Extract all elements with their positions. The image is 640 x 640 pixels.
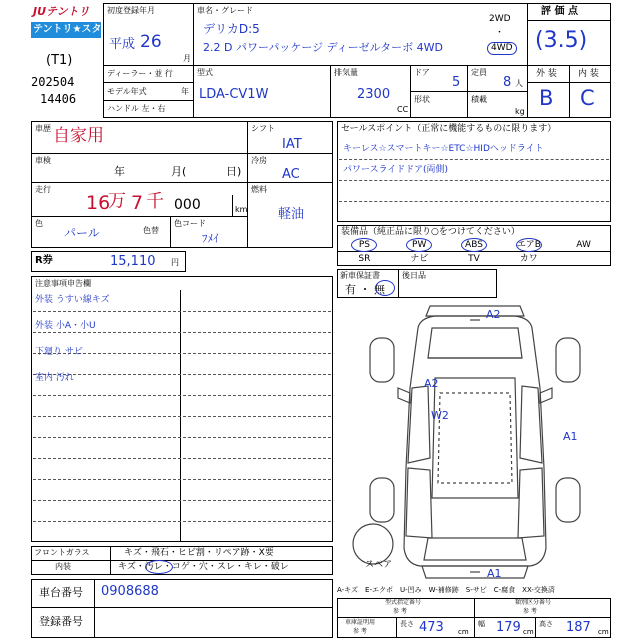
- equipment-item: エアB: [516, 240, 541, 250]
- car-name-label: 車名・グレード: [197, 6, 253, 15]
- lot-number-2: 14406: [40, 92, 77, 106]
- equipment-item: TV: [468, 254, 480, 264]
- displacement-label: 排気量: [334, 68, 358, 77]
- grade-score: (3.5): [535, 28, 588, 53]
- ac-value: AC: [282, 167, 300, 182]
- note-item: 外装 小A・小U: [35, 321, 96, 331]
- capacity-unit: 人: [515, 79, 523, 88]
- length-unit: cm: [458, 628, 469, 636]
- mileage-unit: km: [235, 205, 248, 214]
- class-ref-sub: 参 考: [523, 608, 537, 615]
- inspection-label: 車検: [35, 156, 51, 165]
- mileage-sen: 7: [131, 192, 144, 214]
- equipment-item: ナビ: [410, 254, 429, 264]
- equipment-item: ABS: [465, 240, 483, 250]
- load-unit: kg: [515, 107, 525, 116]
- drive-dot: ・: [495, 28, 505, 38]
- car-diagram: [340, 298, 610, 588]
- cert-label: 車庫証明用: [345, 619, 376, 626]
- front-glass-value: キズ・飛石・ヒビ割・リペア跡・X要: [124, 548, 274, 558]
- equipment-item: PW: [412, 240, 427, 250]
- interior-circle-mark: [145, 560, 173, 574]
- displacement-value: 2300: [357, 87, 391, 102]
- note-item: 室内 汚れ: [35, 373, 74, 383]
- notes-box: [31, 276, 333, 542]
- width-value: 179: [496, 620, 521, 635]
- interior-label: 内 装: [578, 69, 599, 79]
- car-name-value: デリカD:5: [203, 22, 260, 36]
- grade-label: 評 価 点: [541, 6, 578, 17]
- inspection-day-unit: 日): [226, 165, 242, 178]
- fuel-label: 燃料: [251, 185, 267, 194]
- handle-label: ハンドル 左・右: [107, 104, 166, 113]
- drive-4wd: 4WD: [487, 42, 517, 55]
- first-reg-label: 初度登録年月: [107, 6, 155, 15]
- damage-legend: A-キズ E-エクボ U-凹み W-補修跡 S-サビ C-腐食 XX-交換済: [337, 586, 555, 594]
- inspection-year-unit: 年: [114, 165, 125, 178]
- width-label: 幅: [478, 620, 485, 628]
- equipment-label: 装備品（純正品に限り○をつけてください）: [341, 227, 520, 237]
- mileage-man-unit: 万: [108, 191, 126, 212]
- height-value: 187: [566, 620, 591, 635]
- doors-label: ドア: [414, 68, 430, 77]
- mileage-man: 16: [86, 192, 111, 214]
- recycle-label: R券: [35, 255, 53, 266]
- dealer-label: ディーラー・並 行: [107, 69, 173, 78]
- front-glass-label: フロントガラス: [34, 548, 90, 557]
- height-unit: cm: [598, 628, 609, 636]
- height-label: 高さ: [539, 620, 553, 628]
- era-label: 平成: [109, 37, 136, 52]
- shift-value: IAT: [282, 137, 302, 152]
- selling-line1: キーレス☆スマートキー☆ETC☆HIDヘッドライト: [343, 144, 544, 154]
- type-value: LDA-CV1W: [199, 87, 269, 102]
- exterior-label: 外 装: [536, 69, 557, 79]
- displacement-unit: CC: [397, 105, 409, 114]
- recycle-box: [31, 251, 186, 272]
- interior-grade: C: [580, 86, 595, 110]
- model-year-label: モデル年式: [107, 87, 147, 96]
- color-code-label: 色コード: [174, 219, 206, 228]
- class-ref-label: 類別区分番号: [515, 599, 552, 606]
- note-item: 下廻り サビ: [35, 347, 83, 357]
- logo-line2: テントリ★スター: [31, 22, 101, 38]
- selling-line2: パワースライドドア(両側): [343, 165, 449, 175]
- color-label: 色: [35, 219, 43, 228]
- ac-label: 冷房: [251, 156, 267, 165]
- shift-label: シフト: [251, 124, 275, 133]
- color-code-value: ﾌﾒｲ: [202, 232, 219, 245]
- chassis-value: 0908688: [101, 584, 159, 599]
- load-label: 積載: [471, 95, 487, 104]
- warranty-circle-mark: [375, 280, 395, 296]
- mileage-rest: 000: [174, 197, 201, 213]
- logo: [31, 4, 112, 41]
- usage-label: 車歴: [35, 124, 51, 133]
- notes-label: 注意事項申告欄: [35, 279, 91, 288]
- car-grade-value: 2.2 D パワーパッケージ ディーゼルターボ 4WD: [203, 41, 443, 54]
- registration-label: 登録番号: [39, 615, 83, 628]
- equipment-item: AW: [576, 240, 591, 250]
- type-ref-label: 型式指定番号: [385, 599, 422, 606]
- cert-sub: 参 考: [353, 628, 367, 635]
- logo-line1: JUテントリ: [33, 5, 90, 18]
- recycle-unit: 円: [171, 258, 179, 267]
- lot-number-1: 202504: [31, 75, 75, 89]
- warranty-value: 有 ・ 無: [345, 283, 385, 296]
- usage-value: 自家用: [53, 126, 104, 146]
- recycle-value: 15,110: [110, 254, 156, 269]
- mileage-label: 走行: [35, 185, 51, 194]
- selling-label: セールスポイント（正常に機能するものに限ります）: [341, 124, 557, 134]
- length-value: 473: [419, 620, 444, 635]
- spare-label: スペア: [365, 560, 393, 570]
- length-label: 長さ: [400, 620, 414, 628]
- capacity-value: 8: [503, 75, 512, 90]
- type-ref-sub: 参 考: [393, 608, 407, 615]
- inspection-month-unit: 月(: [171, 165, 187, 178]
- equipment-item: SR: [358, 254, 371, 264]
- capacity-label: 定員: [471, 68, 487, 77]
- fuel-value: 軽油: [278, 207, 305, 222]
- width-unit: cm: [523, 628, 534, 636]
- chassis-label: 車台番号: [39, 586, 83, 599]
- t1-code: (T1): [46, 53, 73, 68]
- doors-value: 5: [452, 75, 461, 90]
- mark-a2-left: A2: [424, 377, 439, 390]
- type-label: 型式: [197, 68, 213, 77]
- mileage-sen-unit: 千: [146, 191, 164, 212]
- equipment-item: PS: [358, 240, 370, 250]
- reg-year-value: 26: [140, 32, 162, 52]
- interior-row-value: キズ・汚レ・コゲ・穴・スレ・キレ・破レ: [118, 562, 289, 572]
- color-value: パール: [64, 226, 100, 240]
- reg-month-unit: 月: [183, 54, 191, 63]
- warranty-label: 新車保証書: [340, 271, 380, 280]
- mark-a1-right: A1: [563, 430, 578, 443]
- equipment-item: カワ: [519, 254, 538, 264]
- mark-a1-bottom: A1: [487, 567, 502, 580]
- model-year-unit: 年: [181, 87, 189, 96]
- note-item: 外装 うすい線キズ: [35, 295, 110, 305]
- mark-a2-top: A2: [486, 308, 501, 321]
- next-goods-label: 後日品: [402, 271, 426, 280]
- mark-w2: W2: [431, 409, 449, 422]
- drive-2wd: 2WD: [489, 14, 511, 24]
- color-change-label: 色替: [143, 226, 159, 235]
- exterior-grade: B: [539, 86, 554, 110]
- shape-label: 形状: [414, 95, 430, 104]
- interior-row-label: 内装: [55, 562, 71, 571]
